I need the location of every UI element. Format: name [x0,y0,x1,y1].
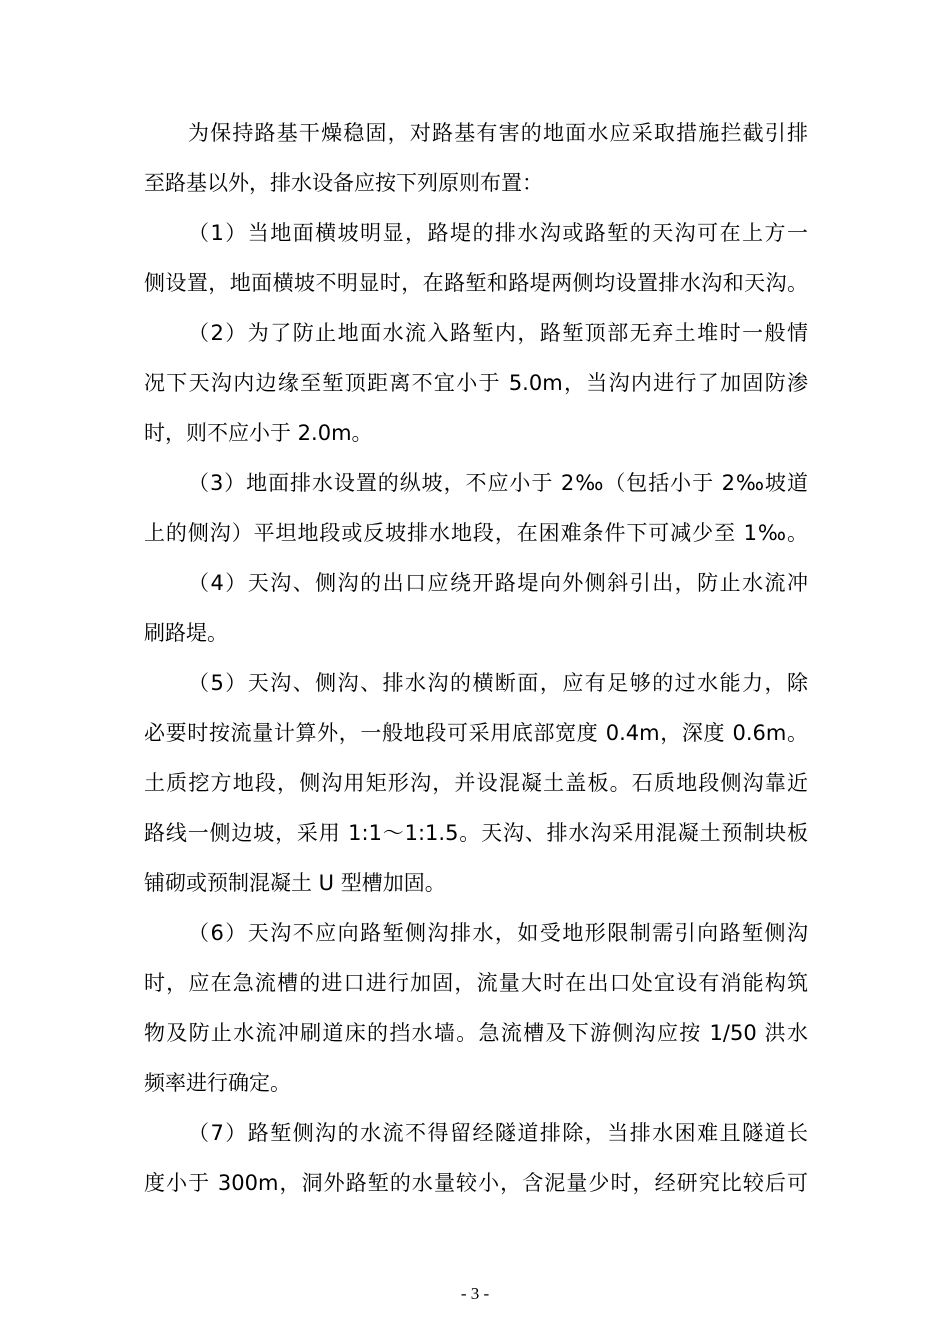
paragraph-intro-line-1: 为保持路基干燥稳固，对路基有害的地面水应采取措施拦截引排 [188,121,808,145]
item-1-line-2: 侧设置，地面横坡不明显时，在路堑和路堤两侧均设置排水沟和天沟。 [144,271,808,295]
item-2-line-3: 时，则不应小于 2.0m。 [144,421,373,445]
item-2-line-1: （2）为了防止地面水流入路堑内，路堑顶部无弃土堆时一般情 [188,321,808,345]
item-4-line-1: （4）天沟、侧沟的出口应绕开路堤向外侧斜引出，防止水流冲 [188,571,808,595]
item-5-line-5: 铺砌或预制混凝土 U 型槽加固。 [144,871,446,895]
item-7-line-2: 度小于 300m，洞外路堑的水量较小，含泥量少时，经研究比较后可 [144,1171,808,1195]
item-5-line-3: 土质挖方地段，侧沟用矩形沟，并设混凝土盖板。石质地段侧沟靠近 [144,771,808,795]
item-6-line-2: 时，应在急流槽的进口进行加固，流量大时在出口处宜设有消能构筑 [144,971,808,995]
item-3-line-2: 上的侧沟）平坦地段或反坡排水地段，在困难条件下可减少至 1‰。 [144,521,808,545]
item-1-line-1: （1）当地面横坡明显，路堤的排水沟或路堑的天沟可在上方一 [188,221,808,245]
paragraph-intro-line-2: 至路基以外，排水设备应按下列原则布置： [144,171,543,195]
item-5-line-4: 路线一侧边坡，采用 1:1～1:1.5。天沟、排水沟采用混凝土预制块板 [144,821,808,845]
page-number: - 3 - [460,1284,490,1303]
item-7-line-1: （7）路堑侧沟的水流不得留经隧道排除，当排水困难且隧道长 [188,1121,808,1145]
item-2-line-2: 况下天沟内边缘至堑顶距离不宜小于 5.0m，当沟内进行了加固防渗 [144,371,808,395]
item-4-line-2: 刷路堤。 [144,621,228,645]
item-5-line-2: 必要时按流量计算外，一般地段可采用底部宽度 0.4m，深度 0.6m。 [144,721,808,745]
item-5-line-1: （5）天沟、侧沟、排水沟的横断面，应有足够的过水能力，除 [188,671,808,695]
item-6-line-4: 频率进行确定。 [144,1071,291,1095]
item-6-line-3: 物及防止水流冲刷道床的挡水墙。急流槽及下游侧沟应按 1/50 洪水 [144,1021,808,1045]
item-3-line-1: （3）地面排水设置的纵坡，不应小于 2‰（包括小于 2‰坡道 [188,471,808,495]
item-6-line-1: （6）天沟不应向路堑侧沟排水，如受地形限制需引向路堑侧沟 [188,921,808,945]
